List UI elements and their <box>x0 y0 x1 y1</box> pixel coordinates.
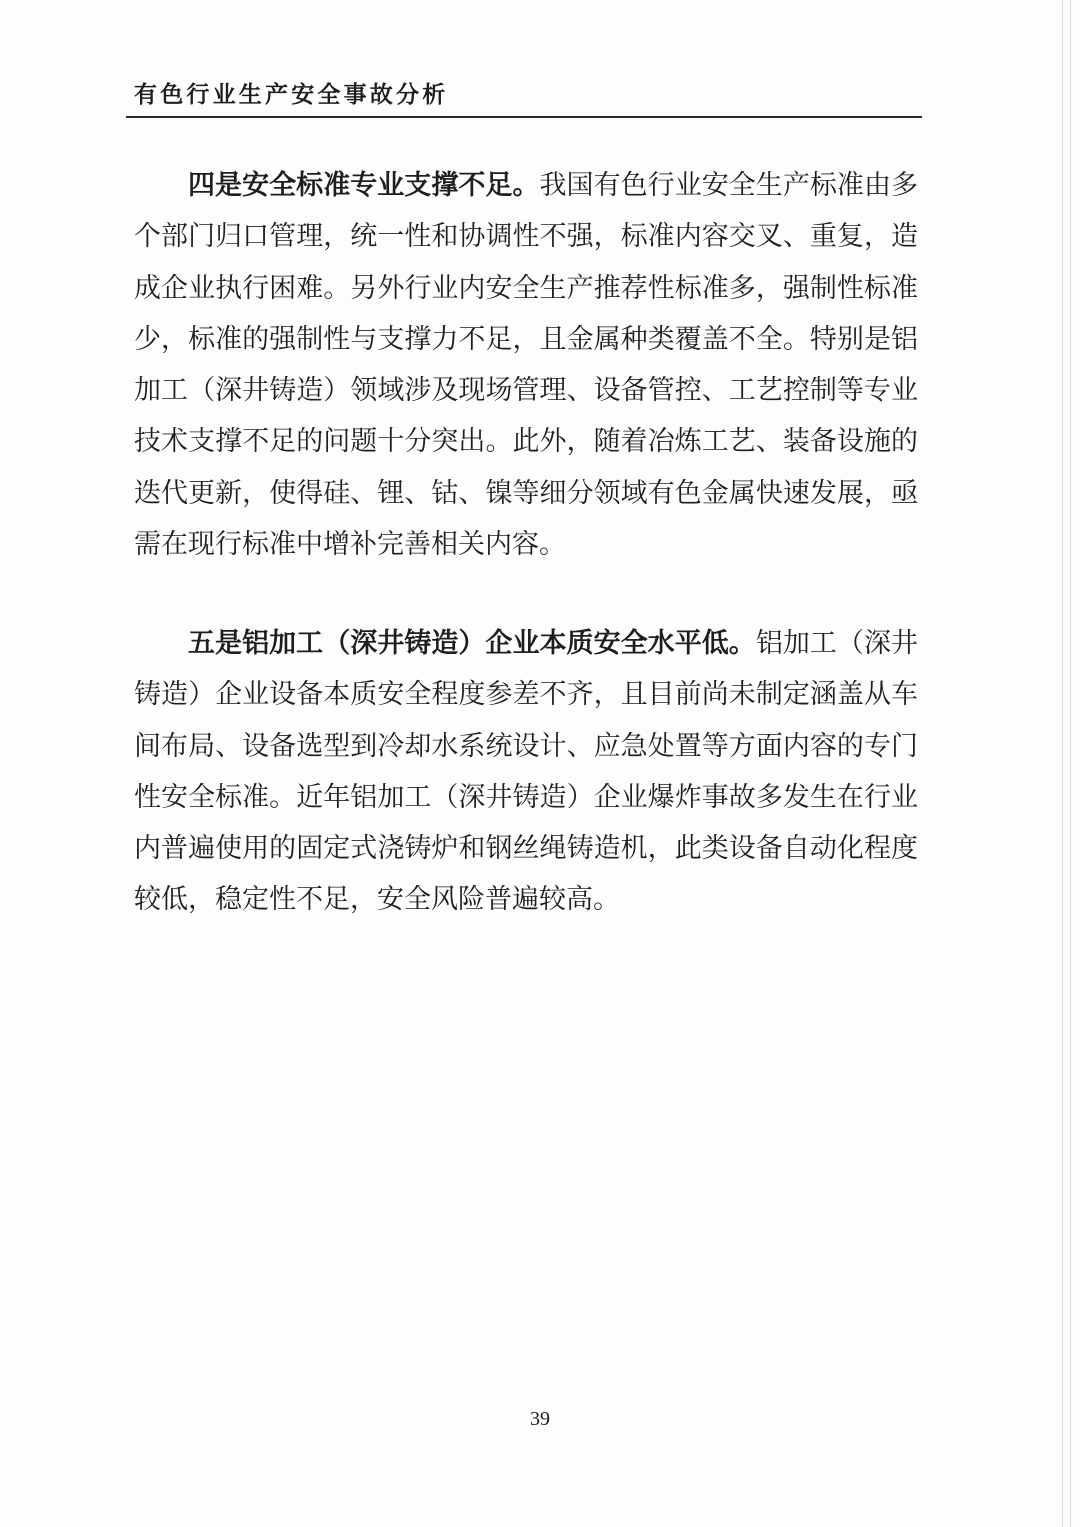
page-number: 39 <box>530 1408 550 1430</box>
paragraph-aluminum-processing <box>134 618 918 926</box>
paragraph-body: 铝加工（深井铸造）企业设备本质安全程度参差不齐，且目前尚未制定涵盖从车间布局、设备选型到冷却水系统设计、应急处置等方面内容的专门性安全标准。近年铝加工（深井铸造）企业爆炸事故多发生在行业内普遍使用的固定式浇铸炉和钢丝绳铸造机，此类设备自动化程度较低，稳定性不足，安全风险普遍较高。 <box>134 628 919 916</box>
scan-edge-line <box>1070 0 1071 1527</box>
running-header-title: 有色行业生产安全事故分析 <box>134 82 449 108</box>
scan-edge-line <box>1062 0 1063 1527</box>
paragraph-lead: 五是铝加工（深井铸造）企业本质安全水平低。 <box>188 628 756 659</box>
paragraph-lead: 四是安全标准专业支撑不足。 <box>188 170 540 201</box>
paragraph-body: 我国有色行业安全生产标准由多个部门归口管理，统一性和协调性不强，标准内容交叉、重复，造成企业执行困难。另外行业内安全生产推荐性标准多，强制性标准少，标准的强制性与支撑力不足，且金属种类覆盖不全。特别是铝加工（深井铸造）领域涉及现场管理、设备管控、工艺控制等专业技术支撑不足的问题十分突出。此外，随着冶炼工艺、装备设施的迭代更新，使得硅、锂、钴、镍等细分领域有色金属快速发展，亟需在现行标准中增补完善相关内容。 <box>134 170 918 561</box>
header-divider <box>126 116 922 118</box>
paragraph-safety-standards <box>134 160 918 570</box>
